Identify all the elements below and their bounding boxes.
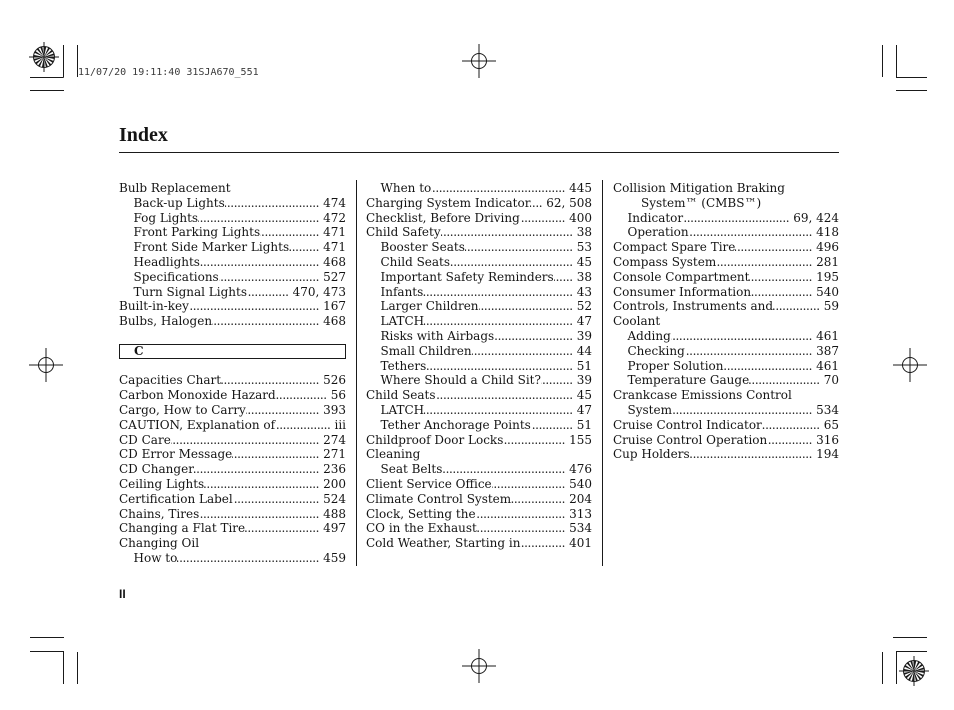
crosshair-lines <box>893 348 927 382</box>
dot-leader <box>751 285 816 300</box>
index-subentry <box>613 329 839 344</box>
dot-leader <box>177 551 323 566</box>
index-term: LATCH <box>380 314 425 329</box>
index-subentry <box>366 373 592 388</box>
index-term: Tether Anchorage Points <box>380 417 531 432</box>
index-entry <box>119 536 346 551</box>
index-term: Coolant <box>613 314 661 329</box>
index-term: Client Service Office <box>366 476 492 491</box>
index-entry <box>119 521 346 536</box>
index-entry <box>613 285 839 300</box>
page-reference: 155 <box>569 432 592 447</box>
index-term: Cargo, How to Carry <box>119 402 246 417</box>
index-entry <box>366 477 592 492</box>
crosshair-lines <box>462 649 496 683</box>
index-subentry <box>613 344 839 359</box>
page-reference: 497 <box>323 521 346 536</box>
page-reference: 461 <box>816 358 839 373</box>
crosshair-top-center <box>462 44 496 78</box>
dot-leader <box>541 373 577 388</box>
index-entry <box>366 196 592 211</box>
dot-leader <box>200 255 323 270</box>
dot-leader <box>773 299 824 314</box>
dot-leader <box>233 492 323 507</box>
dot-leader <box>511 492 569 507</box>
index-entry <box>119 299 346 314</box>
index-term: CAUTION, Explanation of <box>119 417 276 432</box>
index-subentry <box>366 299 592 314</box>
index-subentry <box>119 225 346 240</box>
dot-leader <box>520 211 569 226</box>
dot-leader <box>683 211 793 226</box>
dot-leader <box>426 359 576 374</box>
index-subentry <box>366 314 592 329</box>
index-term: CD Care <box>119 432 171 447</box>
index-term: Cleaning <box>366 447 421 462</box>
dot-leader <box>171 433 323 448</box>
dot-leader <box>212 314 323 329</box>
dot-leader <box>690 447 816 462</box>
index-subentry <box>366 359 592 374</box>
index-entry <box>613 255 839 270</box>
index-subentry <box>119 255 346 270</box>
page-reference: 167 <box>323 299 346 314</box>
page-reference: 274 <box>323 432 346 447</box>
dot-leader <box>189 299 323 314</box>
index-entry <box>119 462 346 477</box>
index-entry <box>119 447 346 462</box>
index-term: System™ (CMBS™) <box>641 195 762 210</box>
page-reference: 468 <box>323 314 346 329</box>
index-term: Child Seats <box>380 254 451 269</box>
column-divider <box>356 180 357 566</box>
page-reference: 472 <box>323 210 346 225</box>
page-reference: 459 <box>323 550 346 565</box>
index-term: CO in the Exhaust <box>366 521 477 536</box>
crosshair-left-middle <box>29 348 63 382</box>
dot-leader <box>520 536 569 551</box>
index-entry <box>119 388 346 403</box>
dot-leader <box>245 521 323 536</box>
dot-leader <box>424 314 577 329</box>
crop-lines <box>883 45 928 91</box>
crop-lines <box>883 638 928 685</box>
index-entry <box>119 418 346 433</box>
page-reference: 38 <box>576 225 592 240</box>
index-term: Small Children <box>380 343 472 358</box>
page-reference: 271 <box>323 447 346 462</box>
dot-leader <box>476 507 570 522</box>
index-term: Tethers <box>380 358 427 373</box>
page-reference: iii <box>334 417 346 432</box>
index-term: Certification Label <box>119 491 233 506</box>
index-term: Operation <box>627 225 689 240</box>
page-reference: 39 <box>576 373 592 388</box>
index-subentry <box>366 181 592 196</box>
dot-leader <box>424 403 577 418</box>
registration-target-bottom-right <box>899 656 929 686</box>
index-entry <box>613 447 839 462</box>
page-reference: 194 <box>816 447 839 462</box>
dot-leader <box>276 388 331 403</box>
index-term: Child Safety <box>366 225 441 240</box>
index-term: Controls, Instruments and <box>613 299 774 314</box>
index-entry <box>119 507 346 522</box>
page-reference: 401 <box>569 536 592 551</box>
index-term: Important Safety Reminders <box>380 269 554 284</box>
page-reference: 400 <box>569 210 592 225</box>
page-reference: 45 <box>576 254 592 269</box>
index-term: Compact Spare Tire <box>613 240 736 255</box>
index-term: Carbon Monoxide Hazard <box>119 388 276 403</box>
crop-mark-bottom-left <box>30 638 78 685</box>
dot-leader <box>762 418 824 433</box>
page-reference: 474 <box>323 195 346 210</box>
index-subentry <box>366 462 592 477</box>
page-reference: 236 <box>323 462 346 477</box>
index-term: Checking <box>627 343 685 358</box>
page-reference: 65 <box>823 417 839 432</box>
index-subentry <box>613 225 839 240</box>
dot-leader <box>494 329 577 344</box>
index-term: When to <box>380 181 432 195</box>
page-reference: 471 <box>323 225 346 240</box>
dot-leader <box>442 462 569 477</box>
page-reference: 316 <box>816 432 839 447</box>
page-title: Index <box>119 124 168 146</box>
print-job-stamp: 11/07/20 19:11:40 31SJA670_551 <box>78 67 259 78</box>
index-term: Crankcase Emissions Control <box>613 388 792 403</box>
page-reference: 47 <box>576 402 592 417</box>
index-subentry <box>366 418 592 433</box>
index-entry <box>613 433 839 448</box>
dot-leader <box>246 403 323 418</box>
index-term: Front Side Marker Lights <box>133 240 290 255</box>
dot-leader <box>477 521 569 536</box>
index-subentry <box>119 196 346 211</box>
index-entry <box>613 240 839 255</box>
crosshair-lines <box>29 348 63 382</box>
dot-leader <box>194 462 323 477</box>
index-column-3 <box>613 181 839 462</box>
page-reference: 524 <box>323 491 346 506</box>
index-term: Specifications <box>133 269 219 284</box>
index-term: Front Parking Lights <box>133 225 261 240</box>
crop-lines <box>30 638 78 685</box>
index-column-1 <box>119 181 346 566</box>
registration-target-top-left <box>29 42 59 72</box>
dot-leader <box>198 211 323 226</box>
page-reference: 471 <box>323 240 346 255</box>
dot-leader <box>530 196 546 211</box>
page-number: II <box>119 587 126 601</box>
index-term: Bulbs, Halogen <box>119 314 213 329</box>
index-term: Childproof Door Locks <box>366 432 504 447</box>
page-reference: 44 <box>576 343 592 358</box>
index-term: Cup Holders <box>613 447 690 462</box>
index-term: Temperature Gauge <box>627 373 750 388</box>
page-reference: 47 <box>576 314 592 329</box>
index-entry <box>366 225 592 240</box>
index-term: Console Compartment <box>613 269 750 284</box>
index-term: Turn Signal Lights <box>133 284 247 299</box>
page-reference: 38 <box>576 269 592 284</box>
dot-leader <box>431 181 569 196</box>
page-reference: 534 <box>569 521 592 536</box>
index-term: Charging System Indicator <box>366 195 531 210</box>
page-reference: 540 <box>816 284 839 299</box>
index-subentry <box>613 359 839 374</box>
dot-leader <box>672 403 816 418</box>
title-rule <box>119 152 839 153</box>
index-column-2 <box>366 181 592 551</box>
index-entry <box>366 536 592 551</box>
page-reference: 52 <box>576 299 592 314</box>
dot-leader <box>735 240 816 255</box>
index-subentry <box>366 270 592 285</box>
index-subentry <box>119 240 346 255</box>
column-divider <box>602 180 603 566</box>
dot-leader <box>423 285 576 300</box>
index-term: LATCH <box>380 402 425 417</box>
index-term: Adding <box>627 328 671 343</box>
index-entry <box>366 521 592 536</box>
index-term: Climate Control System <box>366 491 512 506</box>
dot-leader <box>275 418 334 433</box>
index-subentry <box>366 344 592 359</box>
index-term: Indicator <box>627 210 684 225</box>
index-entry <box>613 270 839 285</box>
crosshair-right-middle <box>893 348 927 382</box>
page-reference: 39 <box>576 328 592 343</box>
section-letter: C <box>134 343 144 358</box>
index-entry <box>613 418 839 433</box>
dot-leader <box>749 270 816 285</box>
crop-mark-top-right <box>883 45 928 91</box>
crosshair-bottom-center <box>462 649 496 683</box>
page-reference: 53 <box>576 240 592 255</box>
index-term: Bulb Replacement <box>119 181 231 195</box>
crop-mark-bottom-right <box>883 638 928 685</box>
index-term: Checklist, Before Driving <box>366 210 520 225</box>
index-subentry <box>119 285 346 300</box>
page-reference: 62, 508 <box>546 195 592 210</box>
index-term: How to <box>133 550 178 565</box>
index-subentry <box>613 373 839 388</box>
dot-leader <box>199 507 323 522</box>
dot-leader <box>671 329 816 344</box>
dot-leader <box>289 240 323 255</box>
dot-leader <box>479 299 577 314</box>
page-reference: 313 <box>569 506 592 521</box>
index-term: Ceiling Lights <box>119 476 205 491</box>
index-subentry <box>366 329 592 344</box>
index-term: System <box>627 402 672 417</box>
dot-leader <box>689 225 816 240</box>
index-subentry <box>366 403 592 418</box>
page-reference: 195 <box>816 269 839 284</box>
dot-leader <box>436 388 577 403</box>
index-entry <box>613 299 839 314</box>
index-subentry <box>119 211 346 226</box>
page-reference: 43 <box>576 284 592 299</box>
index-term: Consumer Information <box>613 284 752 299</box>
index-entry <box>366 492 592 507</box>
index-entry <box>366 507 592 522</box>
index-entry <box>366 388 592 403</box>
index-term: Collision Mitigation Braking <box>613 181 785 195</box>
index-term: Built-in-key <box>119 299 189 314</box>
page-reference: 470, 473 <box>292 284 346 299</box>
index-subentry <box>119 270 346 285</box>
index-entry <box>366 211 592 226</box>
page-reference: 59 <box>823 299 839 314</box>
index-subentry <box>613 211 839 226</box>
page-reference: 476 <box>569 462 592 477</box>
crosshair-lines <box>462 44 496 78</box>
index-term: Child Seats <box>366 388 436 403</box>
index-term: Clock, Setting the <box>366 506 476 521</box>
index-subentry <box>613 196 839 211</box>
index-term: Fog Lights <box>133 210 199 225</box>
page-reference: 51 <box>576 417 592 432</box>
page-reference: 51 <box>576 358 592 373</box>
page-reference: 527 <box>323 269 346 284</box>
index-entry <box>119 477 346 492</box>
dot-leader <box>465 240 577 255</box>
index-subentry <box>366 285 592 300</box>
index-entry <box>119 433 346 448</box>
index-term: Infants <box>380 284 424 299</box>
index-entry <box>119 373 346 388</box>
section-letter-box <box>119 344 346 359</box>
dot-leader <box>232 447 323 462</box>
page-reference: 204 <box>569 491 592 506</box>
dot-leader <box>724 359 817 374</box>
index-entry <box>613 388 839 403</box>
index-term: Changing Oil <box>119 536 200 551</box>
dot-leader <box>472 344 577 359</box>
index-term: Cruise Control Operation <box>613 432 768 447</box>
index-entry <box>119 181 346 196</box>
page-reference: 56 <box>330 388 346 403</box>
page-reference: 281 <box>816 254 839 269</box>
index-term: Cold Weather, Starting in <box>366 536 521 551</box>
index-term: Proper Solution <box>627 358 724 373</box>
index-entry <box>613 314 839 329</box>
index-entry <box>119 314 346 329</box>
index-subentry <box>366 240 592 255</box>
dot-leader <box>204 477 323 492</box>
page-reference: 200 <box>323 476 346 491</box>
page-reference: 534 <box>816 402 839 417</box>
dot-leader <box>225 196 323 211</box>
page-reference: 496 <box>816 240 839 255</box>
index-term: Larger Children <box>380 299 479 314</box>
index-term: Capacities Chart <box>119 373 222 388</box>
index-term: Changing a Flat Tire <box>119 521 246 536</box>
page-reference: 540 <box>569 476 592 491</box>
dot-leader <box>554 270 577 285</box>
dot-leader <box>767 433 816 448</box>
index-term: Risks with Airbags <box>380 328 495 343</box>
index-term: Where Should a Child Sit? <box>380 373 541 388</box>
page-reference: 418 <box>816 225 839 240</box>
index-entry <box>366 433 592 448</box>
dot-leader <box>503 433 569 448</box>
index-term: Booster Seats <box>380 240 465 255</box>
index-term: Chains, Tires <box>119 506 200 521</box>
page-reference: 468 <box>323 254 346 269</box>
index-subentry <box>119 551 346 566</box>
page-reference: 445 <box>569 181 592 195</box>
dot-leader <box>219 270 323 285</box>
page-reference: 387 <box>816 343 839 358</box>
index-entry <box>119 492 346 507</box>
page-reference: 70 <box>823 373 839 388</box>
dot-leader <box>450 255 577 270</box>
index-term: Seat Belts <box>380 462 443 477</box>
index-term: Back-up Lights <box>133 195 225 210</box>
index-subentry <box>366 255 592 270</box>
dot-leader <box>749 373 824 388</box>
index-entry <box>613 181 839 196</box>
page-reference: 488 <box>323 506 346 521</box>
dot-leader <box>492 477 569 492</box>
target-crosshair <box>29 42 59 72</box>
index-term: CD Changer <box>119 462 194 477</box>
page-reference: 69, 424 <box>793 210 839 225</box>
index-subentry <box>613 403 839 418</box>
index-term: CD Error Message <box>119 447 233 462</box>
page-reference: 45 <box>576 388 592 403</box>
index-entry <box>119 403 346 418</box>
index-entry <box>366 447 592 462</box>
dot-leader <box>441 225 577 240</box>
dot-leader <box>221 373 323 388</box>
dot-leader <box>685 344 816 359</box>
index-term: Headlights <box>133 254 200 269</box>
index-term: Cruise Control Indicator <box>613 417 762 432</box>
dot-leader <box>531 418 577 433</box>
page-reference: 461 <box>816 328 839 343</box>
dot-leader <box>716 255 816 270</box>
index-term: Compass System <box>613 254 717 269</box>
dot-leader <box>260 225 323 240</box>
page-reference: 526 <box>323 373 346 388</box>
dot-leader <box>247 285 293 300</box>
target-crosshair <box>899 656 929 686</box>
page-reference: 393 <box>323 402 346 417</box>
